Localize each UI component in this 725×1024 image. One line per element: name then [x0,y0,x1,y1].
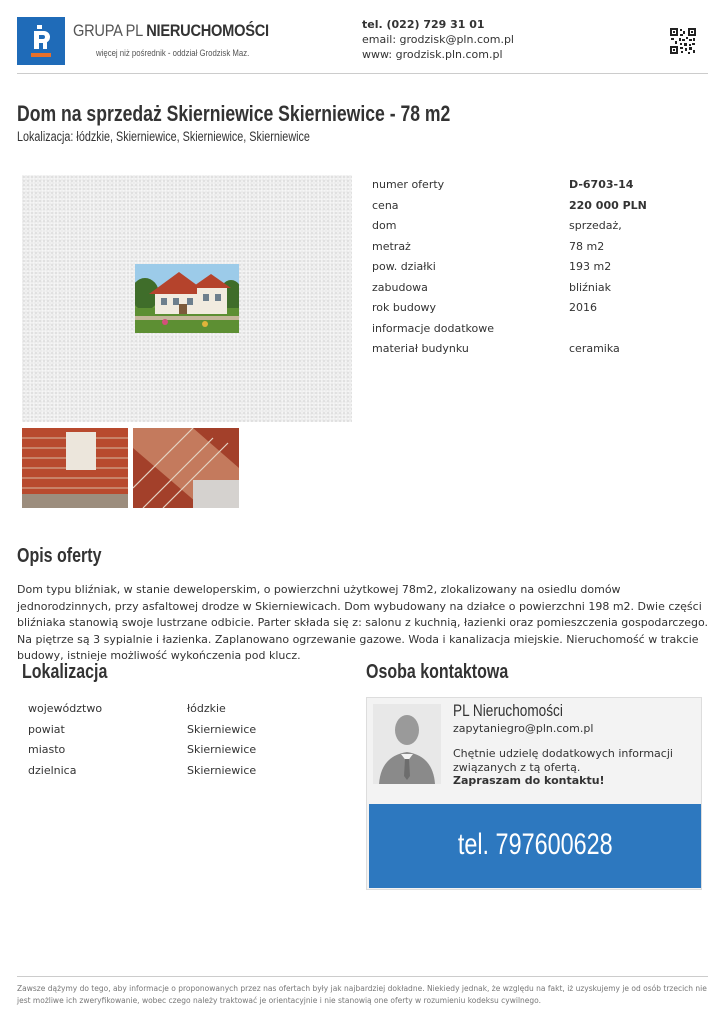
spec-row [372,199,702,220]
location-heading: Lokalizacja [22,661,108,683]
spec-key: zabudowa [372,280,428,294]
brand-tagline: więcej niż pośrednik - oddział Grodzisk Maz. [96,48,250,59]
location-key: dzielnica [28,763,77,777]
spec-key: numer oferty [372,178,445,191]
photo-thumbnail-2[interactable] [133,428,239,508]
office-email[interactable]: email: grodzisk@pln.com.pl [362,33,514,46]
header-divider [17,73,708,74]
contact-phone[interactable]: tel. 797600628 [457,828,613,861]
office-website[interactable]: www: grodzisk.pln.com.pl [362,48,503,61]
footer-divider [17,976,708,977]
location-row [28,702,328,723]
spec-value: 193 m2 [569,260,612,273]
contact-card [366,697,702,890]
qr-code-icon [670,28,696,54]
office-contact [362,17,514,62]
footer-disclaimer: Zawsze dążymy do tego, aby informacje o proponowanych przez nas ofertach były jak najbardziej dokładne. Niekiedy jednak, że względu na fakt, iż uzyskujemy je od osób trzecich nie jest możliwe ich zweryfikowanie, wobec czego należy traktować je orientacyjnie i nie stanowią one oferty w rozumieniu kodeksu cywilnego. [17,984,707,1005]
spec-value: D-6703-14 [569,178,634,191]
contact-heading: Osoba kontaktowa [366,661,509,683]
spec-value: 2016 [569,301,597,314]
listing-location: Lokalizacja: łódzkie, Skierniewice, Skierniewice, Skierniewice [17,129,310,144]
photo-thumbnail-1[interactable] [22,428,128,508]
spec-key: dom [372,219,397,232]
spec-row [372,260,702,281]
spec-value [569,322,702,343]
spec-value: ceramika [569,342,620,355]
spec-key: pow. działki [372,260,436,273]
spec-key: rok budowy [372,301,437,314]
spec-value: bliźniak [569,280,612,294]
spec-row [372,219,702,240]
listing-title: Dom na sprzedaż Skierniewice Skierniewice - 78 m2 [17,101,451,126]
contact-cta: Zapraszam do kontaktu! [453,774,605,787]
brand-name: GRUPA PL NIERUCHOMOŚCI [73,21,269,40]
spec-value: 220 000 PLN [569,198,647,212]
contact-name: PL Nieruchomości [453,701,563,720]
location-value: Skierniewice [187,722,257,736]
location-row [28,723,328,744]
spec-row [372,178,702,199]
specs-table [372,178,702,363]
description-heading: Opis oferty [17,545,102,567]
spec-key: cena [372,198,399,212]
contact-email[interactable]: zapytaniegro@pln.com.pl [453,722,594,735]
location-key: województwo [28,702,103,715]
spec-row [372,342,702,363]
person-silhouette-icon [373,704,441,784]
location-key: miasto [28,743,66,756]
brick-wall-illustration [22,428,128,508]
location-key: powiat [28,722,65,736]
spec-value: 78 m2 [569,239,605,253]
location-table [28,702,328,784]
company-logo[interactable] [17,17,65,65]
spec-key: materiał budynku [372,342,469,355]
location-row [28,764,328,785]
location-value: łódzkie [187,702,226,715]
pl-logo-icon [17,17,65,65]
phone-banner[interactable] [369,804,701,888]
spec-value: sprzedaż, [569,219,622,232]
house-photo[interactable] [135,264,239,333]
contact-message: Chętnie udzielę dodatkowych informacji związanych z tą ofertą. Zapraszam do kontaktu! [453,747,673,787]
spec-key: metraż [372,239,411,253]
location-value: Skierniewice [187,763,257,777]
spec-row [372,281,702,302]
office-phone[interactable]: tel. (022) 729 31 01 [362,18,485,31]
location-row [28,743,328,764]
avatar [373,704,441,784]
spec-row [372,322,702,343]
description-text: Dom typu bliźniak, w stanie deweloperskim, o powierzchni użytkowej 78m2, zlokalizowany na osiedlu domów jednorodzinnych, przy asfaltowej drodze w Skierniewicach. Dom wybudowany na działce o powierzchni 198 m2. Dwie części bliźniaka stanowią swoje lustrzane odbicie. Parter składa się z: salonu z kuchnią, łazienki oraz pomieszczenia gospodarczego. Na piętrze są 3 sypialnie i łazienka. Zaplanowano ogrzewanie gazowe. Woda i kanalizacja miejskie. Nieruchomość w trakcie budowy, istnieje możliwość wykończenia pod klucz. [17,583,709,662]
roof-construction-illustration [133,428,239,508]
spec-row [372,301,702,322]
spec-row [372,240,702,261]
location-value: Skierniewice [187,743,257,756]
house-illustration [135,264,239,333]
spec-key: informacje dodatkowe [372,321,495,335]
